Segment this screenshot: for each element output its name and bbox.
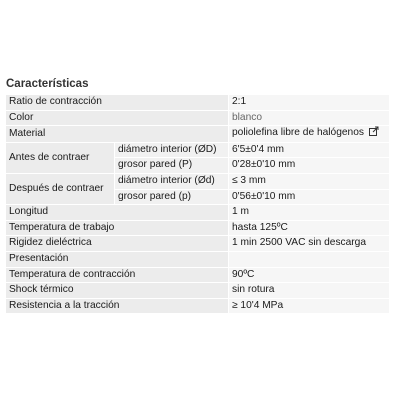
table-row <box>6 205 389 220</box>
table-row <box>6 268 389 283</box>
row-label: Longitud <box>6 205 228 220</box>
table-row <box>6 299 389 314</box>
row-value: 0'56±0'10 mm <box>228 190 389 205</box>
row-label: Color <box>6 111 228 126</box>
sub-label: grosor pared (p) <box>114 190 228 205</box>
table-row <box>6 111 389 126</box>
sub-label: diámetro interior (Ød) <box>114 174 228 189</box>
row-label: Temperatura de contracción <box>6 268 228 283</box>
row-label: Resistencia a la tracción <box>6 299 228 314</box>
row-value <box>228 252 389 267</box>
row-label: Material <box>6 126 228 142</box>
table-row <box>6 283 389 298</box>
row-value: sin rotura <box>228 283 389 298</box>
table-row <box>6 174 389 189</box>
external-link-icon[interactable] <box>369 126 379 142</box>
row-label: Presentación <box>6 252 228 267</box>
table-row <box>6 143 389 158</box>
section-heading: Características <box>6 78 89 90</box>
row-value: blanco <box>228 111 389 126</box>
row-value: 2:1 <box>228 95 389 110</box>
row-label: Temperatura de trabajo <box>6 221 228 236</box>
row-value: ≤ 3 mm <box>228 174 389 189</box>
sub-label: diámetro interior (ØD) <box>114 143 228 158</box>
sub-label: grosor pared (P) <box>114 158 228 173</box>
group-label: Después de contraer <box>6 174 114 204</box>
row-value: 6'5±0'4 mm <box>228 143 389 158</box>
material-link[interactable] <box>232 127 367 138</box>
specs-table <box>6 94 389 314</box>
row-value: hasta 125ºC <box>228 221 389 236</box>
table-row <box>6 95 389 110</box>
row-label: Rigidez dieléctrica <box>6 236 228 251</box>
specs-section <box>6 78 389 314</box>
row-value: 1 m <box>228 205 389 220</box>
group-label: Antes de contraer <box>6 143 114 173</box>
row-label: Shock térmico <box>6 283 228 298</box>
table-row <box>6 236 389 251</box>
row-value: ≥ 10'4 MPa <box>228 299 389 314</box>
table-row <box>6 252 389 267</box>
table-row <box>6 221 389 236</box>
material-value-cell <box>228 126 389 142</box>
row-value: poliolefina libre de halógenos <box>232 127 364 139</box>
table-row <box>6 126 389 142</box>
row-value: 1 min 2500 VAC sin descarga <box>228 236 389 251</box>
row-value: 0'28±0'10 mm <box>228 158 389 173</box>
row-label: Ratio de contracción <box>6 95 228 110</box>
row-value: 90ºC <box>228 268 389 283</box>
